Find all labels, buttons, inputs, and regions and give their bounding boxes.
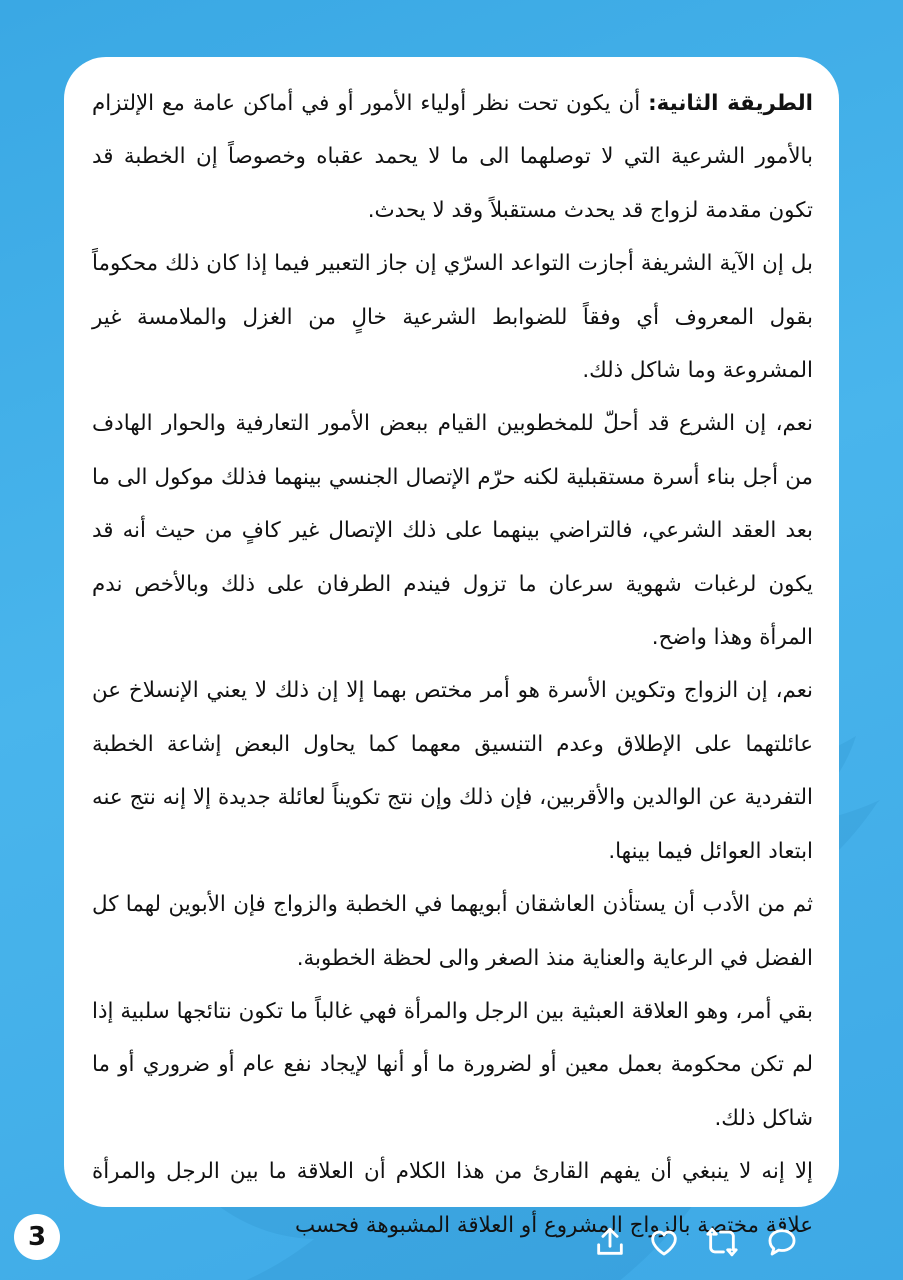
like-button[interactable] [644, 1222, 684, 1262]
reply-icon [765, 1225, 799, 1259]
retweet-icon [705, 1225, 739, 1259]
paragraph-4: نعم، إن الزواج وتكوين الأسرة هو أمر مختص بهما إلا إن ذلك لا يعني الإنسلاخ عن عائلتهما على الإطلاق وعدم التنسيق معهما كما يحاول البعض إشاعة الخطبة التفردية عن الوالدين والأقربين، فإن ذلك وإن نتج تكويناً لعائلة جديدة إلا إنه نتج عنه ابتعاد العوائل فيما بينها. [92, 678, 813, 864]
paragraph-3: نعم، إن الشرع قد أحلّ للمخطوبين القيام ببعض الأمور التعارفية والحوار الهادف من أجل بناء أسرة مستقبلية لكنه حرّم الإتصال الجنسي بينهما فذلك موكول الى ما بعد العقد الشرعي، فالتراضي بينهما على ذلك الإتصال غير كافٍ من حيث أنه قد يكون لرغبات شهوية سرعان ما تزول فيندم الطرفان على ذلك وبالأخص ندم المرأة وهذا واضح. [92, 411, 813, 651]
lead-label: الطريقة الثانية: [648, 91, 813, 116]
share-icon [593, 1225, 627, 1259]
share-button[interactable] [590, 1222, 630, 1262]
paragraph-6: بقي أمر، وهو العلاقة العبثية بين الرجل والمرأة فهي غالباً ما تكون نتائجها سلبية إذا لم تكن محكومة بعمل معين أو لضرورة ما أو أنها لإيجاد نفع عام أو ضروري أو ما شاكل ذلك. [92, 998, 813, 1131]
retweet-button[interactable] [702, 1222, 742, 1262]
content-card [64, 57, 839, 1238]
page-number: 3 [14, 1214, 60, 1260]
like-icon [647, 1225, 681, 1259]
paragraph-1 [92, 77, 813, 237]
paragraph-2: بل إن الآية الشريفة أجازت التواعد السرّي إن جاز التعبير فيما إذا كان ذلك محكوماً بقول المعروف أي وفقاً للضوابط الشرعية خالٍ من الغزل والملامسة غير المشروعة وما شاكل ذلك. [92, 251, 813, 384]
tweet-actions-bar [590, 1222, 810, 1262]
paragraph-5: ثم من الأدب أن يستأذن العاشقان أبويهما في الخطبة والزواج فإن الأبوين لهما كل الفضل في الرعاية والعناية منذ الصغر والى لحظة الخطوبة. [92, 892, 813, 971]
article-body [92, 77, 813, 1252]
reply-button[interactable] [762, 1222, 802, 1262]
paragraph-text: أن يكون تحت نظر أولياء الأمور أو في أماكن عامة مع الإلتزام بالأمور الشرعية التي لا توصلهما الى ما لا يحمد عقباه وخصوصاً إن الخطبة قد تكون مقدمة لزواج قد يحدث مستقبلاً وقد لا يحدث. [92, 91, 813, 223]
paragraph-7: إلا إنه لا ينبغي أن يفهم القارئ من هذا الكلام أن العلاقة ما بين الرجل والمرأة علاقة مختصة بالزواج المشروع أو العلاقة المشبوهة فحسب [92, 1159, 813, 1238]
